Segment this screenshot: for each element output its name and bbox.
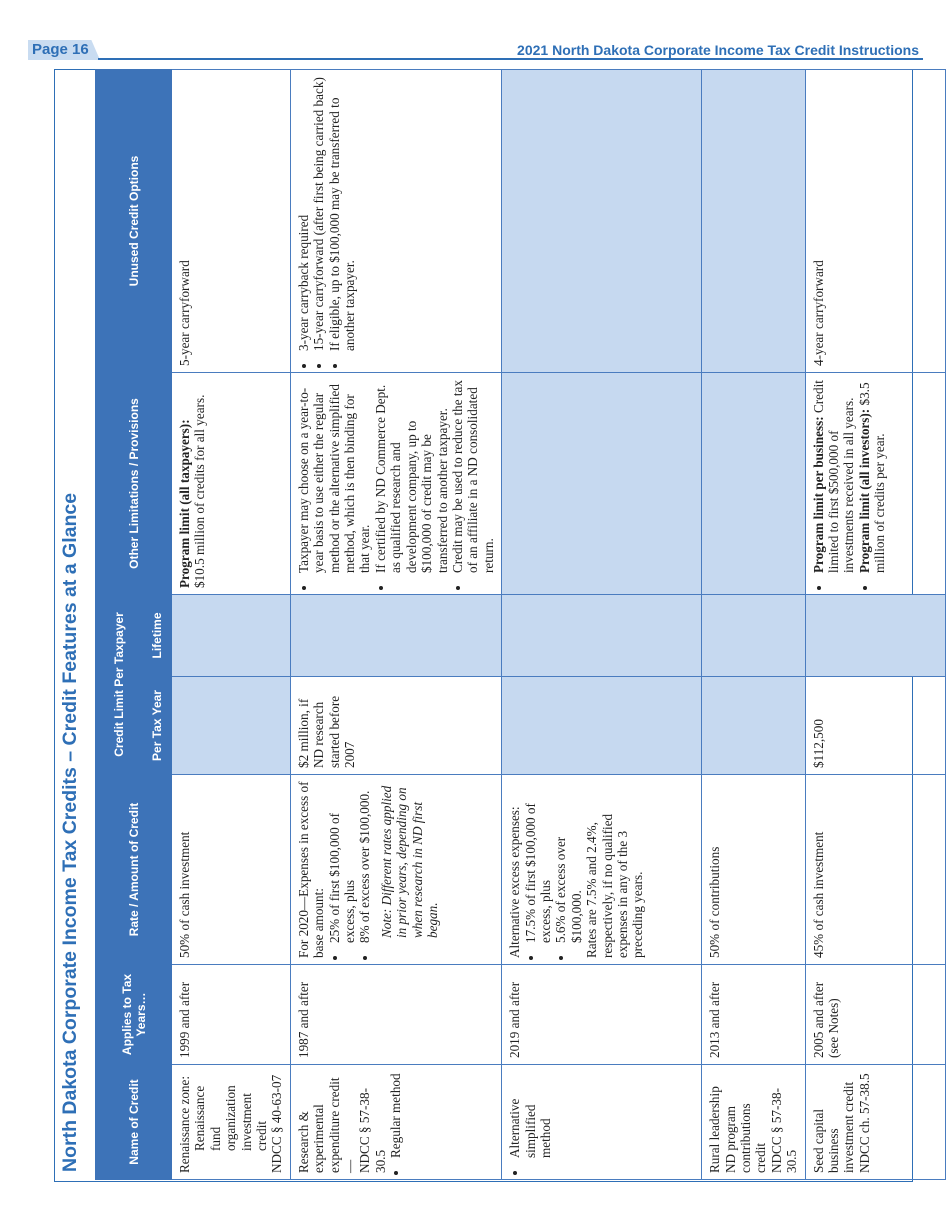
program-limit-text: $10.5 million of credits for all years. bbox=[192, 394, 208, 588]
cell-lifetime bbox=[702, 595, 805, 677]
table-title: North Dakota Corporate Income Tax Credits – Credit Features at a Glance bbox=[59, 492, 81, 1172]
document-title: 2021 North Dakota Corporate Income Tax Credit Instructions bbox=[517, 42, 919, 58]
cell-other bbox=[702, 373, 805, 595]
cell-lifetime bbox=[502, 595, 702, 677]
table-row bbox=[290, 70, 501, 1180]
provision-text: $3.5 million of credits per year. bbox=[856, 382, 888, 573]
cell-name bbox=[702, 1065, 805, 1180]
cell-rate: 50% of cash investment bbox=[172, 775, 291, 965]
cell-applies: 2019 and after bbox=[502, 965, 702, 1065]
unused-bullet: • If eligible, up to $100,000 may be transferred to another taxpayer. bbox=[327, 76, 358, 353]
cell-unused bbox=[502, 70, 702, 373]
credit-name: Rural leadership ND program contributions credit bbox=[707, 1086, 769, 1173]
cell-per-year bbox=[702, 677, 805, 775]
table-row bbox=[702, 70, 805, 1180]
rotated-table-panel bbox=[59, 70, 913, 1180]
cell-name bbox=[172, 1065, 291, 1180]
cell-per-year: $112,500 bbox=[805, 677, 945, 775]
cell-lifetime bbox=[290, 595, 501, 677]
col-credit-limit: Credit Limit Per Taxpayer bbox=[96, 595, 142, 775]
cell-rate: 50% of contributions bbox=[702, 775, 805, 965]
cell-unused bbox=[290, 70, 501, 373]
provision-text: Credit limited to first $500,000 of investments received in all years. bbox=[810, 380, 857, 573]
cell-other bbox=[502, 373, 702, 595]
credit-statute: NDCC § 57-38-30.5 bbox=[357, 1088, 388, 1173]
rate-note: Note: Different rates applied in prior years, depending on when research in ND first began. bbox=[378, 785, 441, 938]
cell-unused: 4-year carryforward bbox=[805, 70, 945, 373]
provision-bullet bbox=[811, 379, 857, 575]
credit-name: Research & experimental expenditure credit— bbox=[295, 1077, 358, 1173]
col-rate-amount: Rate / Amount of Credit bbox=[96, 775, 172, 965]
provision-label: Program limit per business: bbox=[810, 416, 826, 573]
cell-rate bbox=[502, 775, 702, 965]
credit-features-table bbox=[95, 69, 946, 1180]
provision-bullet: • If certified by ND Commerce Dept. as qualified research and development company, up to $100,000 of credit may be transferred to another taxpayer. bbox=[373, 379, 450, 575]
rate-intro: For 2020—Expenses in excess of base amount: bbox=[295, 781, 327, 958]
cell-other bbox=[805, 373, 945, 595]
program-limit-label: Program limit (all taxpayers): bbox=[177, 419, 192, 588]
page-number: Page 16 bbox=[32, 41, 89, 58]
cell-applies: 1987 and after bbox=[290, 965, 501, 1065]
cell-unused bbox=[702, 70, 805, 373]
provision-label: Program limit (all investors): bbox=[856, 408, 872, 573]
cell-name bbox=[502, 1065, 702, 1180]
credit-statute: NDCC ch. 57-38.5 bbox=[856, 1073, 872, 1173]
rate-intro: Alternative excess expenses: bbox=[507, 806, 523, 958]
provision-bullet: • Credit may be used to reduce the tax of an affiliate in a ND consolidated return. bbox=[450, 379, 496, 575]
header-rule bbox=[98, 58, 923, 60]
col-name-of-credit: Name of Credit bbox=[96, 1065, 172, 1180]
provision-bullet bbox=[857, 379, 888, 575]
provision-bullet: • Taxpayer may choose on a year-to-year basis to use either the regular method or the alternative simplified method, which is then binding for that year. bbox=[296, 379, 373, 575]
credit-subname: Renaissance fund organization investment credit bbox=[192, 1085, 270, 1151]
cell-other bbox=[290, 373, 501, 595]
col-other-limitations: Other Limitations / Provisions bbox=[96, 373, 172, 595]
cell-name bbox=[805, 1065, 945, 1180]
cell-name bbox=[290, 1065, 501, 1180]
table-row bbox=[172, 70, 291, 1180]
cell-unused: 5-year carryforward bbox=[172, 70, 291, 373]
col-applies-to-tax-years: Applies to Tax Years… bbox=[96, 965, 172, 1065]
col-unused-credit-options: Unused Credit Options bbox=[96, 70, 172, 373]
col-lifetime: Lifetime bbox=[142, 595, 172, 677]
credit-name: Seed capital business investment credit bbox=[810, 1081, 857, 1173]
method-bullet: • Alternative simplified method bbox=[507, 1071, 553, 1160]
credit-name: Renaissance zone: bbox=[177, 1075, 192, 1173]
table-row bbox=[502, 70, 702, 1180]
cell-other bbox=[172, 373, 291, 595]
method-bullet: • Regular method bbox=[388, 1071, 403, 1160]
table-row bbox=[805, 70, 945, 1180]
cell-per-year bbox=[502, 677, 702, 775]
cell-applies: 2005 and after (see Notes) bbox=[805, 965, 945, 1065]
cell-rate bbox=[290, 775, 501, 965]
page-header bbox=[28, 40, 923, 60]
col-per-tax-year: Per Tax Year bbox=[142, 677, 172, 775]
rate-bullet: • 17.5% of first $100,000 of excess, plus bbox=[523, 781, 554, 945]
rate-bullet: • 8% of excess over $100,000. bbox=[357, 781, 372, 945]
rate-bullet: • 5.6% of excess over $100,000. bbox=[553, 781, 584, 945]
rate-tail: Rates are 7.5% and 2.4%, respectively, if no qualified expenses in any of the 3 preceding years. bbox=[584, 813, 646, 958]
cell-per-year: $2 million, if ND research started before 2007 bbox=[290, 677, 501, 775]
cell-applies: 2013 and after bbox=[702, 965, 805, 1065]
credit-statute: NDCC § 40-63-07 bbox=[269, 1074, 285, 1173]
cell-rate: 45% of cash investment bbox=[805, 775, 945, 965]
cell-lifetime bbox=[172, 595, 291, 677]
cell-per-year bbox=[172, 677, 291, 775]
credit-statute: NDCC § 57-38-30.5 bbox=[768, 1088, 800, 1173]
rate-bullet: • 25% of first $100,000 of excess, plus bbox=[327, 781, 358, 945]
cell-applies: 1999 and after bbox=[172, 965, 291, 1065]
unused-bullet: • 15-year carryforward (after first being carried back) bbox=[311, 76, 326, 353]
cell-lifetime bbox=[805, 595, 945, 677]
unused-bullet: • 3-year carryback required bbox=[296, 76, 311, 353]
